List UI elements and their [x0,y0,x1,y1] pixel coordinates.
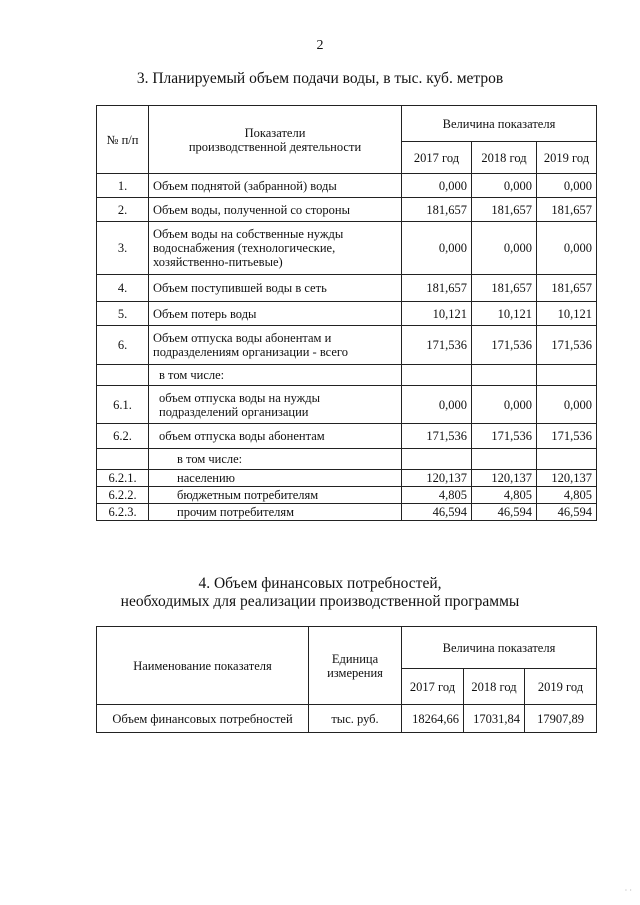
financial-needs-table [96,626,597,733]
table-row [97,705,597,733]
row-value: 120,137 [402,470,472,487]
row-name: населению [149,470,402,487]
row-num: 4. [97,275,149,302]
row-value: 171,536 [402,424,472,449]
row-value: 171,536 [537,424,597,449]
row-name: бюджетным потребителям [149,487,402,504]
row-value: 18264,66 [402,705,464,733]
row-value [472,365,537,386]
header-year: 2019 год [525,669,597,705]
header-value: Величина показателя [402,627,597,669]
row-value: 0,000 [402,174,472,198]
row-name: в том числе: [149,449,402,470]
row-value: 46,594 [537,504,597,521]
row-num: 6.1. [97,386,149,424]
table-row [97,302,597,326]
row-num: 6. [97,326,149,365]
table-row [97,504,597,521]
row-value: 0,000 [537,222,597,275]
row-value: 171,536 [537,326,597,365]
row-value: 4,805 [537,487,597,504]
row-value: 181,657 [472,275,537,302]
header-unit: Единица измерения [309,627,402,705]
row-value: 0,000 [402,222,472,275]
row-name: в том числе: [149,365,402,386]
table-row [97,487,597,504]
row-value: 10,121 [472,302,537,326]
row-name: Объем отпуска воды абонентам и подразделениям организации - всего [149,326,402,365]
row-name: прочим потребителям [149,504,402,521]
header-name: Наименование показателя [97,627,309,705]
row-value: 0,000 [402,386,472,424]
row-name: объем отпуска воды на нужды подразделений организации [149,386,402,424]
row-value: 181,657 [402,198,472,222]
row-value: 46,594 [402,504,472,521]
row-value [472,449,537,470]
row-name: Объем воды на собственные нужды водоснабжения (технологические, хозяйственно-питьевые) [149,222,402,275]
row-num: 5. [97,302,149,326]
row-value: 171,536 [472,424,537,449]
row-num: 6.2.2. [97,487,149,504]
header-num: № п/п [97,106,149,174]
row-value: 17907,89 [525,705,597,733]
row-num: 1. [97,174,149,198]
row-value: 0,000 [472,222,537,275]
row-value: 4,805 [472,487,537,504]
row-unit: тыс. руб. [309,705,402,733]
row-num: 2. [97,198,149,222]
table-row [97,386,597,424]
header-indicator: Показатели производственной деятельности [149,106,402,174]
row-value [402,365,472,386]
header-year: 2017 год [402,669,464,705]
page-number: 2 [316,38,324,53]
section-4-title [0,575,640,611]
table-row [97,449,597,470]
table-row [97,174,597,198]
water-supply-table [96,105,597,521]
row-name: Объем поднятой (забранной) воды [149,174,402,198]
table-row [97,365,597,386]
row-value [402,449,472,470]
row-name: Объем потерь воды [149,302,402,326]
row-name: Объем поступившей воды в сеть [149,275,402,302]
row-value [537,449,597,470]
row-value: 0,000 [472,386,537,424]
row-num: 6.2. [97,424,149,449]
row-num: 3. [97,222,149,275]
row-value: 120,137 [472,470,537,487]
row-name: объем отпуска воды абонентам [149,424,402,449]
row-value: 0,000 [537,174,597,198]
section-4-title-line1: 4. Объем финансовых потребностей, [198,575,442,592]
scan-mark: · · [624,886,632,895]
row-value: 10,121 [402,302,472,326]
row-value: 4,805 [402,487,472,504]
table-row [97,198,597,222]
row-name: Объем воды, полученной со стороны [149,198,402,222]
table-row [97,470,597,487]
header-year: 2017 год [402,142,472,174]
row-value: 171,536 [472,326,537,365]
table-row [97,222,597,275]
row-value: 0,000 [472,174,537,198]
row-value: 171,536 [402,326,472,365]
header-year: 2018 год [472,142,537,174]
table-row [97,275,597,302]
row-value: 181,657 [537,198,597,222]
section-3-title: 3. Планируемый объем подачи воды, в тыс. куб. метров [136,70,504,87]
row-num [97,449,149,470]
row-value: 17031,84 [464,705,525,733]
row-value: 46,594 [472,504,537,521]
table-row [97,326,597,365]
header-year: 2019 год [537,142,597,174]
row-value [537,365,597,386]
row-num [97,365,149,386]
row-num: 6.2.1. [97,470,149,487]
row-value: 181,657 [537,275,597,302]
row-value: 181,657 [402,275,472,302]
row-value: 0,000 [537,386,597,424]
table-row [97,424,597,449]
section-4-title-line2: необходимых для реализации производственной программы [120,593,520,610]
header-year: 2018 год [464,669,525,705]
row-value: 120,137 [537,470,597,487]
row-value: 181,657 [472,198,537,222]
row-value: 10,121 [537,302,597,326]
header-value: Величина показателя [402,106,597,142]
row-num: 6.2.3. [97,504,149,521]
row-name: Объем финансовых потребностей [97,705,309,733]
